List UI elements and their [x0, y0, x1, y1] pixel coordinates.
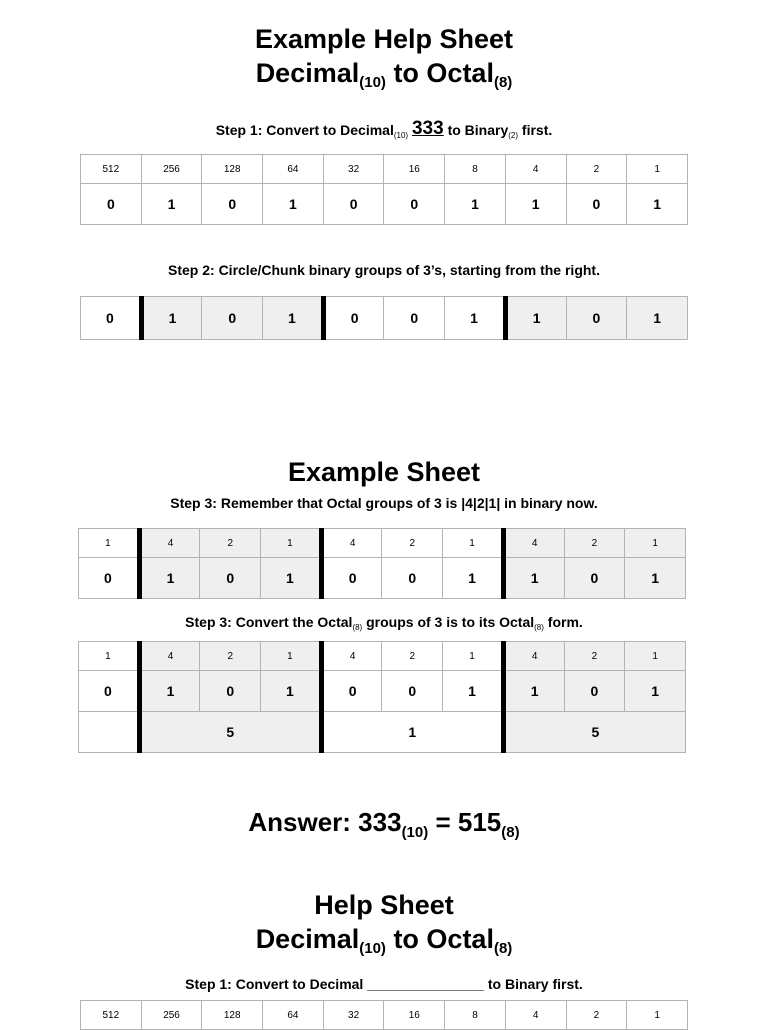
octal-digit-cell: 5	[503, 712, 685, 753]
place-value-cell: 1	[627, 155, 688, 184]
binary-digit-cell: 1	[261, 671, 322, 712]
weight-cell: 1	[261, 529, 322, 558]
binary-digit-cell: 0	[323, 184, 384, 225]
binary-digit-cell: 0	[564, 558, 625, 599]
binary-digit-cell: 1	[503, 558, 564, 599]
place-value-cell: 32	[323, 155, 384, 184]
sheet2-octal-weight-table	[78, 528, 686, 599]
binary-digit-cell: 0	[79, 671, 140, 712]
binary-digit-cell: 0	[79, 558, 140, 599]
weight-cell: 2	[200, 642, 261, 671]
place-value-cell: 32	[323, 1001, 384, 1030]
sheet3-binary-place-table	[80, 1000, 688, 1030]
sheet1-chunked-binary-table	[80, 296, 688, 340]
weight-cell: 4	[321, 642, 382, 671]
sheet1-title-line1: Example Help Sheet	[254, 24, 514, 54]
binary-digit-cell: 1	[627, 297, 688, 340]
sheet2-step3-convert: Step 3: Convert the Octal$_{(8)}$ groups of 3 is to its Octal$_{(8)}$ form.	[185, 614, 583, 632]
table-row	[79, 529, 686, 558]
place-value-cell: 256	[141, 1001, 202, 1030]
table-row	[81, 184, 688, 225]
binary-digit-cell: 1	[141, 297, 202, 340]
binary-digit-cell: 0	[323, 297, 384, 340]
weight-cell: 4	[503, 529, 564, 558]
place-value-cell: 2	[566, 155, 627, 184]
place-value-cell: 64	[263, 155, 324, 184]
place-value-cell: 4	[505, 155, 566, 184]
binary-digit-cell: 1	[443, 558, 504, 599]
place-value-cell: 64	[263, 1001, 324, 1030]
sheet2-step3-remember: Step 3: Remember that Octal groups of 3 is |4|2|1| in binary now.	[170, 495, 598, 511]
binary-digit-cell: 0	[321, 558, 382, 599]
binary-digit-cell: 1	[263, 184, 324, 225]
binary-digit-cell: 1	[139, 558, 200, 599]
binary-digit-cell: 0	[382, 558, 443, 599]
weight-cell: 1	[261, 642, 322, 671]
weight-cell: 1	[443, 642, 504, 671]
place-value-cell: 512	[81, 1001, 142, 1030]
binary-digit-cell: 0	[202, 297, 263, 340]
place-value-cell: 1	[627, 1001, 688, 1030]
binary-digit-cell: 1	[263, 297, 324, 340]
place-value-cell: 128	[202, 1001, 263, 1030]
table-row	[81, 155, 688, 184]
table-row	[81, 1001, 688, 1030]
place-value-cell: 256	[141, 155, 202, 184]
sheet3-step1: Step 1: Convert to Decimal _______________ to Binary first.	[185, 976, 583, 992]
binary-digit-cell: 0	[566, 297, 627, 340]
binary-digit-cell: 0	[200, 558, 261, 599]
table-row	[81, 297, 688, 340]
place-value-cell: 16	[384, 155, 445, 184]
binary-digit-cell: 0	[81, 297, 142, 340]
sheet1-step1: Step 1: Convert to Decimal$_{(10)}$ 333 to Binary$_{(2)}$ first.	[215, 118, 553, 140]
binary-digit-cell: 1	[625, 558, 686, 599]
weight-cell: 2	[564, 642, 625, 671]
weight-cell: 1	[443, 529, 504, 558]
weight-cell: 2	[200, 529, 261, 558]
table-row	[79, 558, 686, 599]
place-value-cell: 8	[445, 1001, 506, 1030]
binary-digit-cell: 1	[445, 297, 506, 340]
sheet3-title-line2: Decimal$_{(10)}$ to Octal$_{(8)}$	[255, 924, 513, 957]
binary-digit-cell: 0	[382, 671, 443, 712]
weight-cell: 1	[79, 529, 140, 558]
sheet2-title: Example Sheet	[287, 457, 481, 487]
binary-digit-cell: 1	[505, 297, 566, 340]
octal-digit-cell: 1	[321, 712, 503, 753]
weight-cell: 4	[503, 642, 564, 671]
weight-cell: 4	[139, 529, 200, 558]
binary-digit-cell: 1	[443, 671, 504, 712]
binary-digit-cell: 1	[627, 184, 688, 225]
binary-digit-cell: 1	[261, 558, 322, 599]
weight-cell: 2	[382, 642, 443, 671]
sheet2-octal-conversion-table	[78, 641, 686, 753]
weight-cell: 1	[625, 529, 686, 558]
binary-digit-cell: 1	[139, 671, 200, 712]
binary-digit-cell: 0	[81, 184, 142, 225]
weight-cell: 4	[139, 642, 200, 671]
binary-digit-cell: 0	[200, 671, 261, 712]
table-row	[79, 671, 686, 712]
weight-cell: 4	[321, 529, 382, 558]
binary-digit-cell: 0	[566, 184, 627, 225]
binary-digit-cell: 0	[321, 671, 382, 712]
place-value-cell: 128	[202, 155, 263, 184]
place-value-cell: 16	[384, 1001, 445, 1030]
place-value-cell: 512	[81, 155, 142, 184]
sheet3-title-line1: Help Sheet	[314, 890, 454, 920]
empty-cell	[79, 712, 140, 753]
binary-digit-cell: 1	[141, 184, 202, 225]
weight-cell: 1	[79, 642, 140, 671]
binary-digit-cell: 1	[505, 184, 566, 225]
sheet1-step2: Step 2: Circle/Chunk binary groups of 3’s, starting from the right.	[168, 262, 600, 278]
place-value-cell: 4	[505, 1001, 566, 1030]
weight-cell: 1	[625, 642, 686, 671]
weight-cell: 2	[564, 529, 625, 558]
binary-digit-cell: 0	[564, 671, 625, 712]
answer: Answer: $333_{(10)} = 515_{(8)}$	[248, 807, 520, 841]
sheet1-title-line2: Decimal$_{(10)}$ to Octal$_{(8)}$	[255, 58, 513, 91]
table-row	[79, 642, 686, 671]
sheet1-binary-place-table	[80, 154, 688, 225]
binary-digit-cell: 1	[445, 184, 506, 225]
binary-digit-cell: 0	[384, 184, 445, 225]
octal-digit-cell: 5	[139, 712, 321, 753]
binary-digit-cell: 0	[202, 184, 263, 225]
place-value-cell: 2	[566, 1001, 627, 1030]
binary-digit-cell: 0	[384, 297, 445, 340]
binary-digit-cell: 1	[625, 671, 686, 712]
weight-cell: 2	[382, 529, 443, 558]
binary-digit-cell: 1	[503, 671, 564, 712]
table-row	[79, 712, 686, 753]
place-value-cell: 8	[445, 155, 506, 184]
